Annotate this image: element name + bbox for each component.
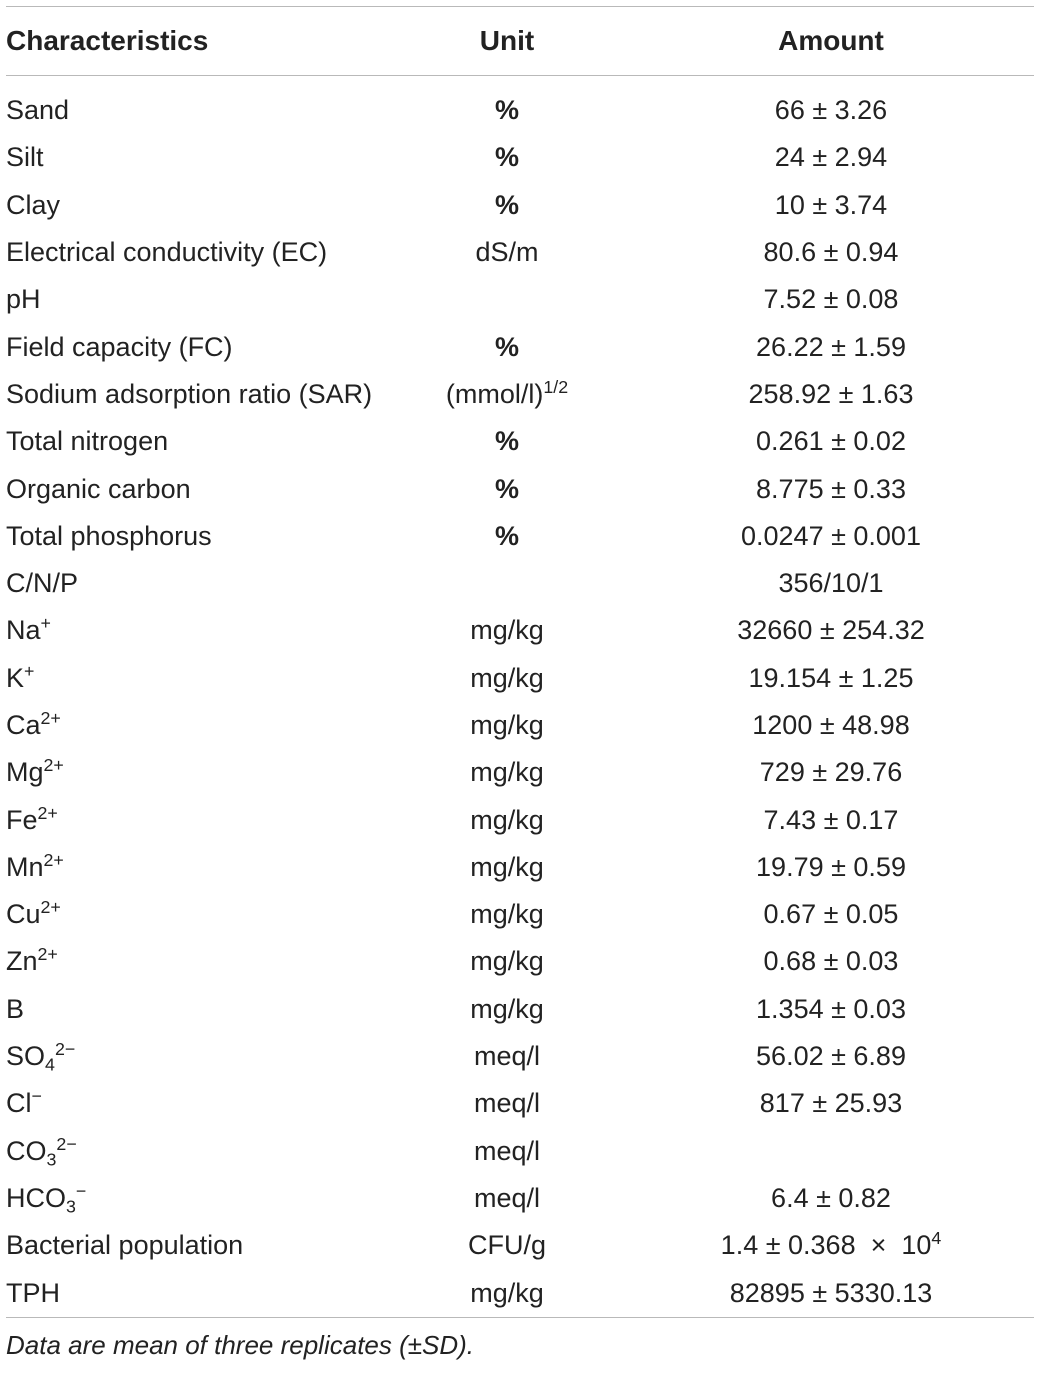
cell-amount (628, 1183, 1034, 1214)
cell-unit (386, 426, 628, 457)
characteristic-name: Fe (6, 804, 38, 835)
amount-value: 0.68 ± 0.03 (763, 946, 899, 977)
table-row (6, 938, 1034, 985)
table-row (6, 702, 1034, 749)
cell-characteristic (6, 802, 386, 836)
table-row (6, 891, 1034, 938)
characteristic-name: HCO (6, 1182, 66, 1213)
amount-value: 0.261 ± 0.02 (756, 426, 906, 457)
cell-unit (386, 142, 628, 173)
characteristic-name: pH (6, 284, 41, 315)
amount-value: 1.354 ± 0.03 (756, 993, 906, 1024)
unit-superscript: 1/2 (543, 377, 569, 398)
unit-text: meq/l (473, 1182, 541, 1213)
cell-characteristic (6, 660, 386, 694)
unit-text: (mmol/l) (445, 378, 544, 409)
characteristic-superscript: 2− (54, 1039, 76, 1060)
unit-text: mg/kg (470, 946, 544, 977)
cell-amount (628, 521, 1034, 552)
amount-value: 82895 ± 5330.13 (729, 1277, 933, 1308)
unit-text: meq/l (473, 1135, 541, 1166)
table-row (6, 323, 1034, 370)
characteristic-superscript: 2+ (37, 944, 58, 965)
amount-value: 56.02 ± 6.89 (756, 1041, 906, 1072)
characteristic-superscript: 2+ (43, 850, 64, 871)
unit-text: meq/l (473, 1088, 541, 1119)
characteristic-superscript: + (24, 660, 35, 681)
amount-value: 0.67 ± 0.05 (763, 899, 899, 930)
cell-amount (628, 426, 1034, 457)
cell-amount (628, 1088, 1034, 1119)
unit-text: CFU/g (467, 1230, 546, 1261)
characteristic-name: Cl (6, 1088, 32, 1119)
cell-amount (628, 1230, 1034, 1261)
table-row (6, 87, 1034, 134)
characteristic-name: Na (6, 615, 41, 646)
characteristic-name: Silt (6, 142, 44, 173)
characteristic-name: Zn (6, 946, 38, 977)
cell-unit (386, 1183, 628, 1214)
table-footnote: Data are mean of three replicates (±SD). (6, 1329, 475, 1360)
table-row (6, 607, 1034, 654)
cell-amount (628, 568, 1034, 599)
header-unit: Unit (479, 25, 535, 56)
table-row (6, 134, 1034, 181)
cell-amount (628, 95, 1034, 126)
amount-value: 0.0247 ± 0.001 (741, 520, 921, 551)
amount-value: 1200 ± 48.98 (752, 710, 910, 740)
cell-amount (628, 1041, 1034, 1072)
characteristic-name: SO (6, 1041, 46, 1072)
cell-amount (628, 142, 1034, 173)
unit-text: mg/kg (470, 899, 544, 930)
cell-characteristic (6, 852, 386, 883)
cell-characteristic (6, 474, 386, 505)
cell-amount (628, 852, 1034, 883)
cell-characteristic (6, 1230, 386, 1261)
cell-amount (628, 615, 1034, 646)
amount-value: 8.775 ± 0.33 (756, 473, 906, 504)
unit-text: meq/l (473, 1041, 541, 1072)
cell-amount (628, 994, 1034, 1025)
cell-amount (628, 237, 1034, 268)
characteristic-superscript: 2− (56, 1133, 77, 1154)
table-row (6, 1175, 1034, 1222)
characteristic-superscript: + (40, 613, 51, 634)
cell-characteristic (6, 1278, 386, 1309)
characteristic-name: Organic carbon (6, 473, 191, 504)
unit-text: mg/kg (470, 662, 544, 693)
table-row (6, 465, 1034, 512)
cell-unit (386, 190, 628, 221)
unit-text: % (494, 473, 519, 504)
cell-amount (628, 379, 1034, 410)
table-row (6, 844, 1034, 891)
amount-value: 817 ± 25.93 (759, 1088, 903, 1119)
cell-amount (628, 899, 1034, 930)
table-row (6, 276, 1034, 323)
unit-text: mg/kg (470, 851, 544, 882)
characteristic-superscript: 2+ (40, 708, 61, 729)
characteristic-name: Bacterial population (6, 1230, 244, 1261)
unit-text: % (494, 189, 519, 220)
cell-characteristic (6, 95, 386, 126)
cell-characteristic (6, 946, 386, 977)
characteristic-name: K (6, 662, 25, 693)
cell-amount (628, 710, 1034, 741)
cell-unit (386, 474, 628, 505)
characteristic-subscript: 4 (45, 1054, 55, 1075)
table-row (6, 371, 1034, 418)
table-row (6, 1269, 1034, 1316)
cell-unit (386, 1278, 628, 1309)
cell-characteristic (6, 1039, 386, 1075)
cell-characteristic (6, 1133, 386, 1170)
cell-unit (386, 852, 628, 883)
cell-characteristic (6, 615, 386, 646)
cell-characteristic (6, 899, 386, 930)
header-characteristics: Characteristics (6, 25, 209, 56)
cell-characteristic (6, 994, 386, 1025)
unit-text: % (494, 426, 519, 457)
cell-unit (386, 663, 628, 694)
cell-unit (386, 710, 628, 741)
amount-value: 66 ± 3.26 (774, 95, 888, 126)
amount-value: 10 ± 3.74 (774, 189, 888, 220)
characteristic-name: Sodium adsorption ratio (SAR) (6, 378, 373, 409)
cell-characteristic (6, 1181, 386, 1217)
amount-value: 7.52 ± 0.08 (763, 284, 899, 315)
characteristic-name: CO (6, 1135, 47, 1166)
cell-amount (628, 663, 1034, 694)
characteristic-name: Total nitrogen (6, 426, 169, 457)
cell-amount (628, 284, 1034, 315)
cell-unit (386, 379, 628, 410)
cell-characteristic (6, 190, 386, 221)
unit-text: mg/kg (470, 804, 544, 835)
cell-amount (628, 190, 1034, 221)
cell-unit (386, 237, 628, 268)
cell-unit (386, 95, 628, 126)
characteristic-name: Cu (6, 899, 41, 930)
cell-unit (386, 1136, 628, 1167)
amount-value: 26.22 ± 1.59 (756, 331, 906, 362)
characteristic-name: Mg (6, 757, 44, 788)
table-header (6, 7, 1034, 75)
amount-value: 1.4 ± 0.368 × 10 (720, 1230, 932, 1261)
characteristic-name: B (6, 993, 25, 1024)
cell-characteristic (6, 757, 386, 788)
characteristic-name: C/N/P (6, 568, 79, 599)
characteristic-name: Total phosphorus (6, 520, 212, 551)
amount-value: 80.6 ± 0.94 (763, 237, 899, 268)
cell-unit (386, 805, 628, 836)
cell-characteristic (6, 237, 386, 268)
table-row (6, 1080, 1034, 1127)
cell-characteristic (6, 710, 386, 741)
characteristic-name: Mn (6, 851, 44, 882)
characteristic-superscript: − (31, 1086, 42, 1107)
table-row (6, 560, 1034, 607)
amount-value: 24 ± 2.94 (774, 142, 888, 173)
table-row (6, 513, 1034, 560)
table-row (6, 986, 1034, 1033)
cell-amount (628, 1278, 1034, 1309)
cell-characteristic (6, 568, 386, 599)
cell-characteristic (6, 379, 386, 410)
cell-unit (386, 1041, 628, 1072)
cell-amount (628, 805, 1034, 836)
unit-text: dS/m (475, 237, 539, 268)
table-row (6, 796, 1034, 843)
cell-unit (386, 899, 628, 930)
unit-text: % (494, 95, 519, 126)
unit-text: % (494, 142, 519, 173)
cell-unit (386, 521, 628, 552)
amount-value: 6.4 ± 0.82 (771, 1182, 891, 1213)
cell-amount (628, 757, 1034, 788)
characteristic-superscript: 2+ (43, 755, 64, 776)
unit-text: mg/kg (470, 757, 544, 788)
cell-characteristic (6, 332, 386, 363)
table-row (6, 182, 1034, 229)
amount-value: 258.92 ± 1.63 (748, 378, 914, 409)
table-row (6, 1222, 1034, 1269)
header-amount: Amount (778, 25, 884, 56)
amount-value: 19.79 ± 0.59 (756, 851, 906, 882)
characteristic-superscript: 2+ (37, 802, 58, 823)
cell-unit (386, 1230, 628, 1261)
cell-unit (386, 332, 628, 363)
unit-text: mg/kg (470, 993, 544, 1024)
cell-characteristic (6, 142, 386, 173)
cell-amount (628, 946, 1034, 977)
cell-amount (628, 332, 1034, 363)
table-row (6, 418, 1034, 465)
characteristic-name: Sand (6, 95, 70, 126)
amount-value: 32660 ± 254.32 (737, 615, 925, 646)
amount-value: 729 ± 29.76 (759, 757, 903, 788)
characteristic-superscript: 2+ (40, 897, 61, 918)
unit-text: mg/kg (470, 1277, 544, 1308)
cell-characteristic (6, 284, 386, 315)
table-row (6, 229, 1034, 276)
characteristic-subscript: 3 (66, 1196, 76, 1217)
cell-unit (386, 615, 628, 646)
cell-unit (386, 946, 628, 977)
table-row (6, 1033, 1034, 1080)
amount-superscript: 4 (931, 1228, 942, 1249)
cell-unit (386, 994, 628, 1025)
table-row (6, 749, 1034, 796)
cell-characteristic (6, 426, 386, 457)
cell-characteristic (6, 521, 386, 552)
table-body (6, 76, 1034, 1317)
table-row (6, 655, 1034, 702)
characteristic-name: Ca (6, 710, 41, 740)
unit-text: mg/kg (470, 615, 544, 646)
data-table (6, 6, 1034, 1361)
cell-unit (386, 757, 628, 788)
characteristic-name: Field capacity (FC) (6, 331, 233, 362)
characteristic-name: TPH (6, 1277, 60, 1308)
table-row (6, 1128, 1034, 1175)
amount-value: 356/10/1 (778, 568, 884, 599)
characteristic-name: Clay (6, 189, 61, 220)
unit-text: % (494, 331, 519, 362)
cell-characteristic (6, 1088, 386, 1119)
cell-amount (628, 474, 1034, 505)
characteristic-superscript: − (75, 1181, 87, 1202)
amount-value: 19.154 ± 1.25 (748, 662, 914, 693)
unit-text: mg/kg (470, 710, 544, 740)
unit-text: % (494, 520, 519, 551)
characteristic-subscript: 3 (46, 1149, 57, 1170)
amount-value: 7.43 ± 0.17 (763, 804, 899, 835)
cell-unit (386, 1088, 628, 1119)
characteristic-name: Electrical conductivity (EC) (6, 237, 328, 268)
